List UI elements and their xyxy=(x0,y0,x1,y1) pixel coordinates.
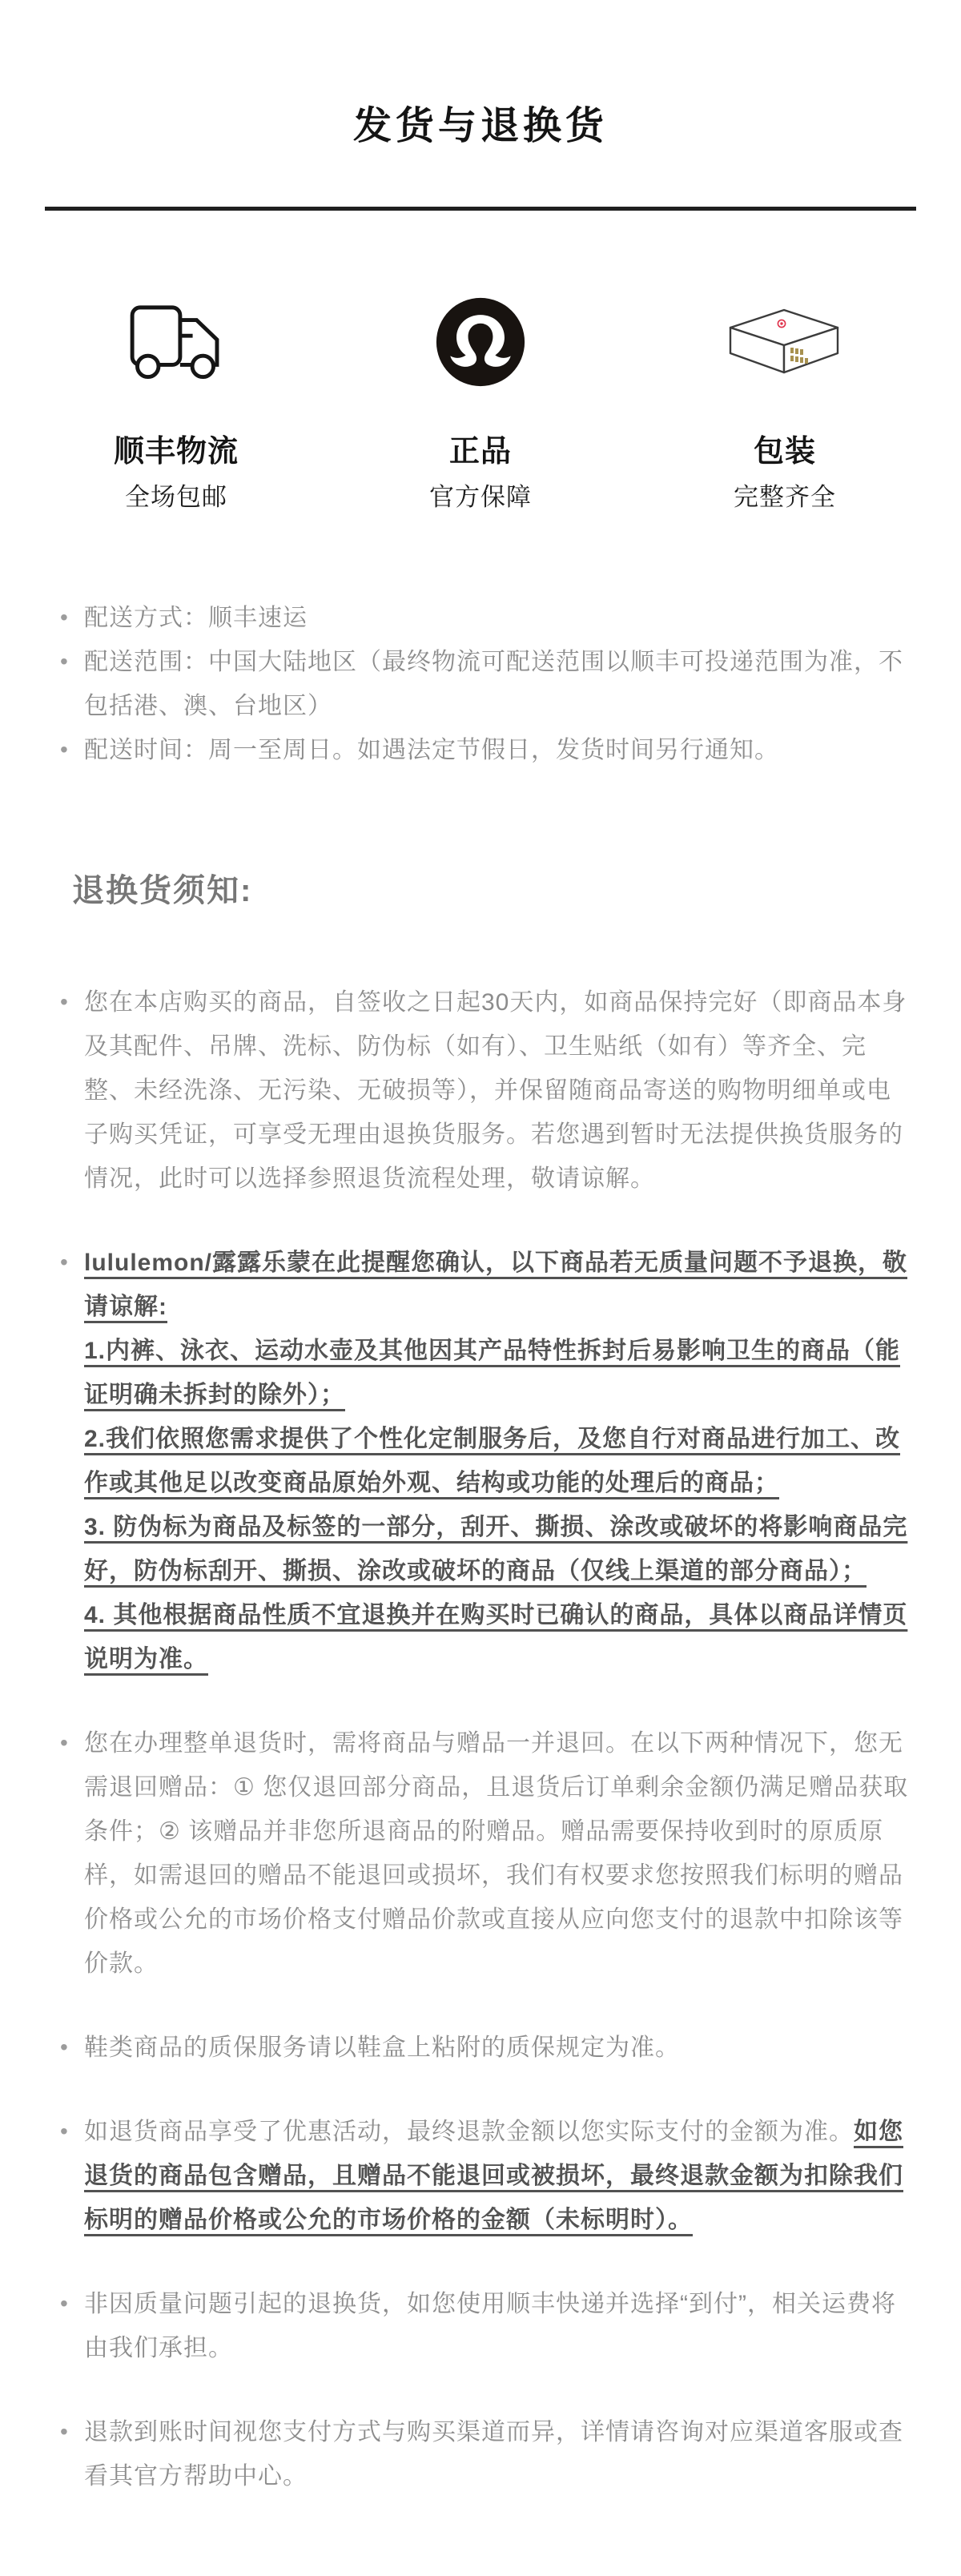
feature-subtitle: 完整齐全 xyxy=(734,483,836,511)
feature-title: 正品 xyxy=(448,435,512,469)
returns-note-item xyxy=(84,980,909,1201)
body-text: 非因质量问题引起的退换货，如您使用顺丰快递并选择“到付”，相关运费将由我们承担。 xyxy=(84,2291,896,2361)
returns-note-paragraph xyxy=(84,1505,909,1593)
returns-note-paragraph xyxy=(84,1417,909,1505)
shipping-note-item: • 配送范围：中国大陆地区（最终物流可配送范围以顺丰可投递范围为准，不包括港、澳、台地区） xyxy=(84,640,909,728)
emphasized-text: lululemon/露露乐蒙在此提醒您确认，以下商品若无质量问题不予退换，敬请谅解: xyxy=(84,1250,907,1320)
emphasized-text: 4. 其他根据商品性质不宜退换并在购买时已确认的商品，具体以商品详情页说明为准。 xyxy=(84,1602,908,1672)
returns-note-paragraph xyxy=(84,1593,909,1681)
emphasized-text: 如您退货的商品包含赠品，且赠品不能退回或被损坏，最终退款金额为扣除我们标明的赠品价格或公允的市场价格的金额（未标明时）。 xyxy=(84,2119,903,2233)
body-text: 您在办理整单退货时，需将商品与赠品一并退回。在以下两种情况下，您无需退回赠品：① 您仅退回部分商品，且退货后订单剩余金额仍满足赠品获取条件；② 该赠品并非您所退商品的附赠品。赠品需要保持收到时的原质原样，如需退回的赠品不能退回或损坏，我们有权要求您按照我们标明的赠品价格或公允的市场价格支付赠品价款或直接从应向您支付的退款中扣除该等价款。 xyxy=(84,1730,909,1977)
returns-note-paragraph xyxy=(84,1241,909,1329)
returns-note-item xyxy=(84,2282,909,2370)
lululemon-logo-icon xyxy=(434,296,527,388)
returns-list xyxy=(0,980,961,2545)
body-text: 鞋类商品的质保服务请以鞋盒上粘附的质保规定为准。 xyxy=(84,2035,680,2061)
returns-note-paragraph xyxy=(84,2282,909,2370)
emphasized-text: 1.内裤、泳衣、运动水壶及其他因其产品特性拆封后易影响卫生的商品（能证明确未拆封的除外）； xyxy=(84,1338,901,1408)
returns-note-item xyxy=(84,1241,909,1681)
returns-note-item xyxy=(84,2110,909,2242)
feature-subtitle: 官方保障 xyxy=(429,483,532,511)
returns-note-paragraph xyxy=(84,2026,909,2070)
shipping-note-item: • 配送时间：周一至周日。如遇法定节假日，发货时间另行通知。 xyxy=(84,728,909,772)
feature-sf-logistics xyxy=(24,296,328,509)
returns-note-item xyxy=(84,2410,909,2498)
returns-note-paragraph xyxy=(84,980,909,1201)
returns-note-paragraph xyxy=(84,1721,909,1986)
returns-note-item xyxy=(84,1721,909,1986)
returns-note-paragraph xyxy=(84,2410,909,2498)
feature-authentic xyxy=(328,296,633,509)
feature-packaging xyxy=(633,296,937,509)
shipping-note-item: • 配送方式：顺丰速运 xyxy=(84,596,909,640)
title-divider xyxy=(45,207,916,211)
package-box-icon xyxy=(729,296,841,388)
body-text: 退款到账时间视您支付方式与购买渠道而异，详情请咨询对应渠道客服或查看其官方帮助中心。 xyxy=(84,2419,903,2489)
features-row xyxy=(0,296,961,509)
page-title: 发货与退换货 xyxy=(352,105,608,147)
feature-title: 包装 xyxy=(753,435,816,469)
body-text: 您在本店购买的商品，自签收之日起30天内，如商品保持完好（即商品本身及其配件、吊牌、洗标、防伪标（如有）、卫生贴纸（如有）等齐全、完整、未经洗涤、无污染、无破损等），并保留随商品寄送的购物明细单或电子购买凭证，可享受无理由退换货服务。若您遇到暂时无法提供换货服务的情况，此时可以选择参照退货流程处理，敬请谅解。 xyxy=(84,989,907,1192)
body-text: 如退货商品享受了优惠活动，最终退款金额以您实际支付的金额为准。 xyxy=(84,2119,854,2145)
truck-icon xyxy=(129,296,223,388)
returns-note-paragraph xyxy=(84,1329,909,1417)
feature-subtitle: 全场包邮 xyxy=(125,483,227,511)
emphasized-text: 2.我们依照您需求提供了个性化定制服务后，及您自行对商品进行加工、改作或其他足以改变商品原始外观、结构或功能的处理后的商品； xyxy=(84,1426,901,1496)
emphasized-text: 3. 防伪标为商品及标签的一部分，刮开、撕损、涂改或破坏的将影响商品完好，防伪标刮开、撕损、涂改或破坏的商品（仅线上渠道的部分商品）； xyxy=(84,1514,908,1584)
returns-note-paragraph xyxy=(84,2110,909,2242)
returns-heading: 退换货须知: xyxy=(72,873,253,908)
shipping-notes-list xyxy=(0,596,961,772)
returns-note-item xyxy=(84,2026,909,2070)
feature-title: 顺丰物流 xyxy=(113,435,239,469)
